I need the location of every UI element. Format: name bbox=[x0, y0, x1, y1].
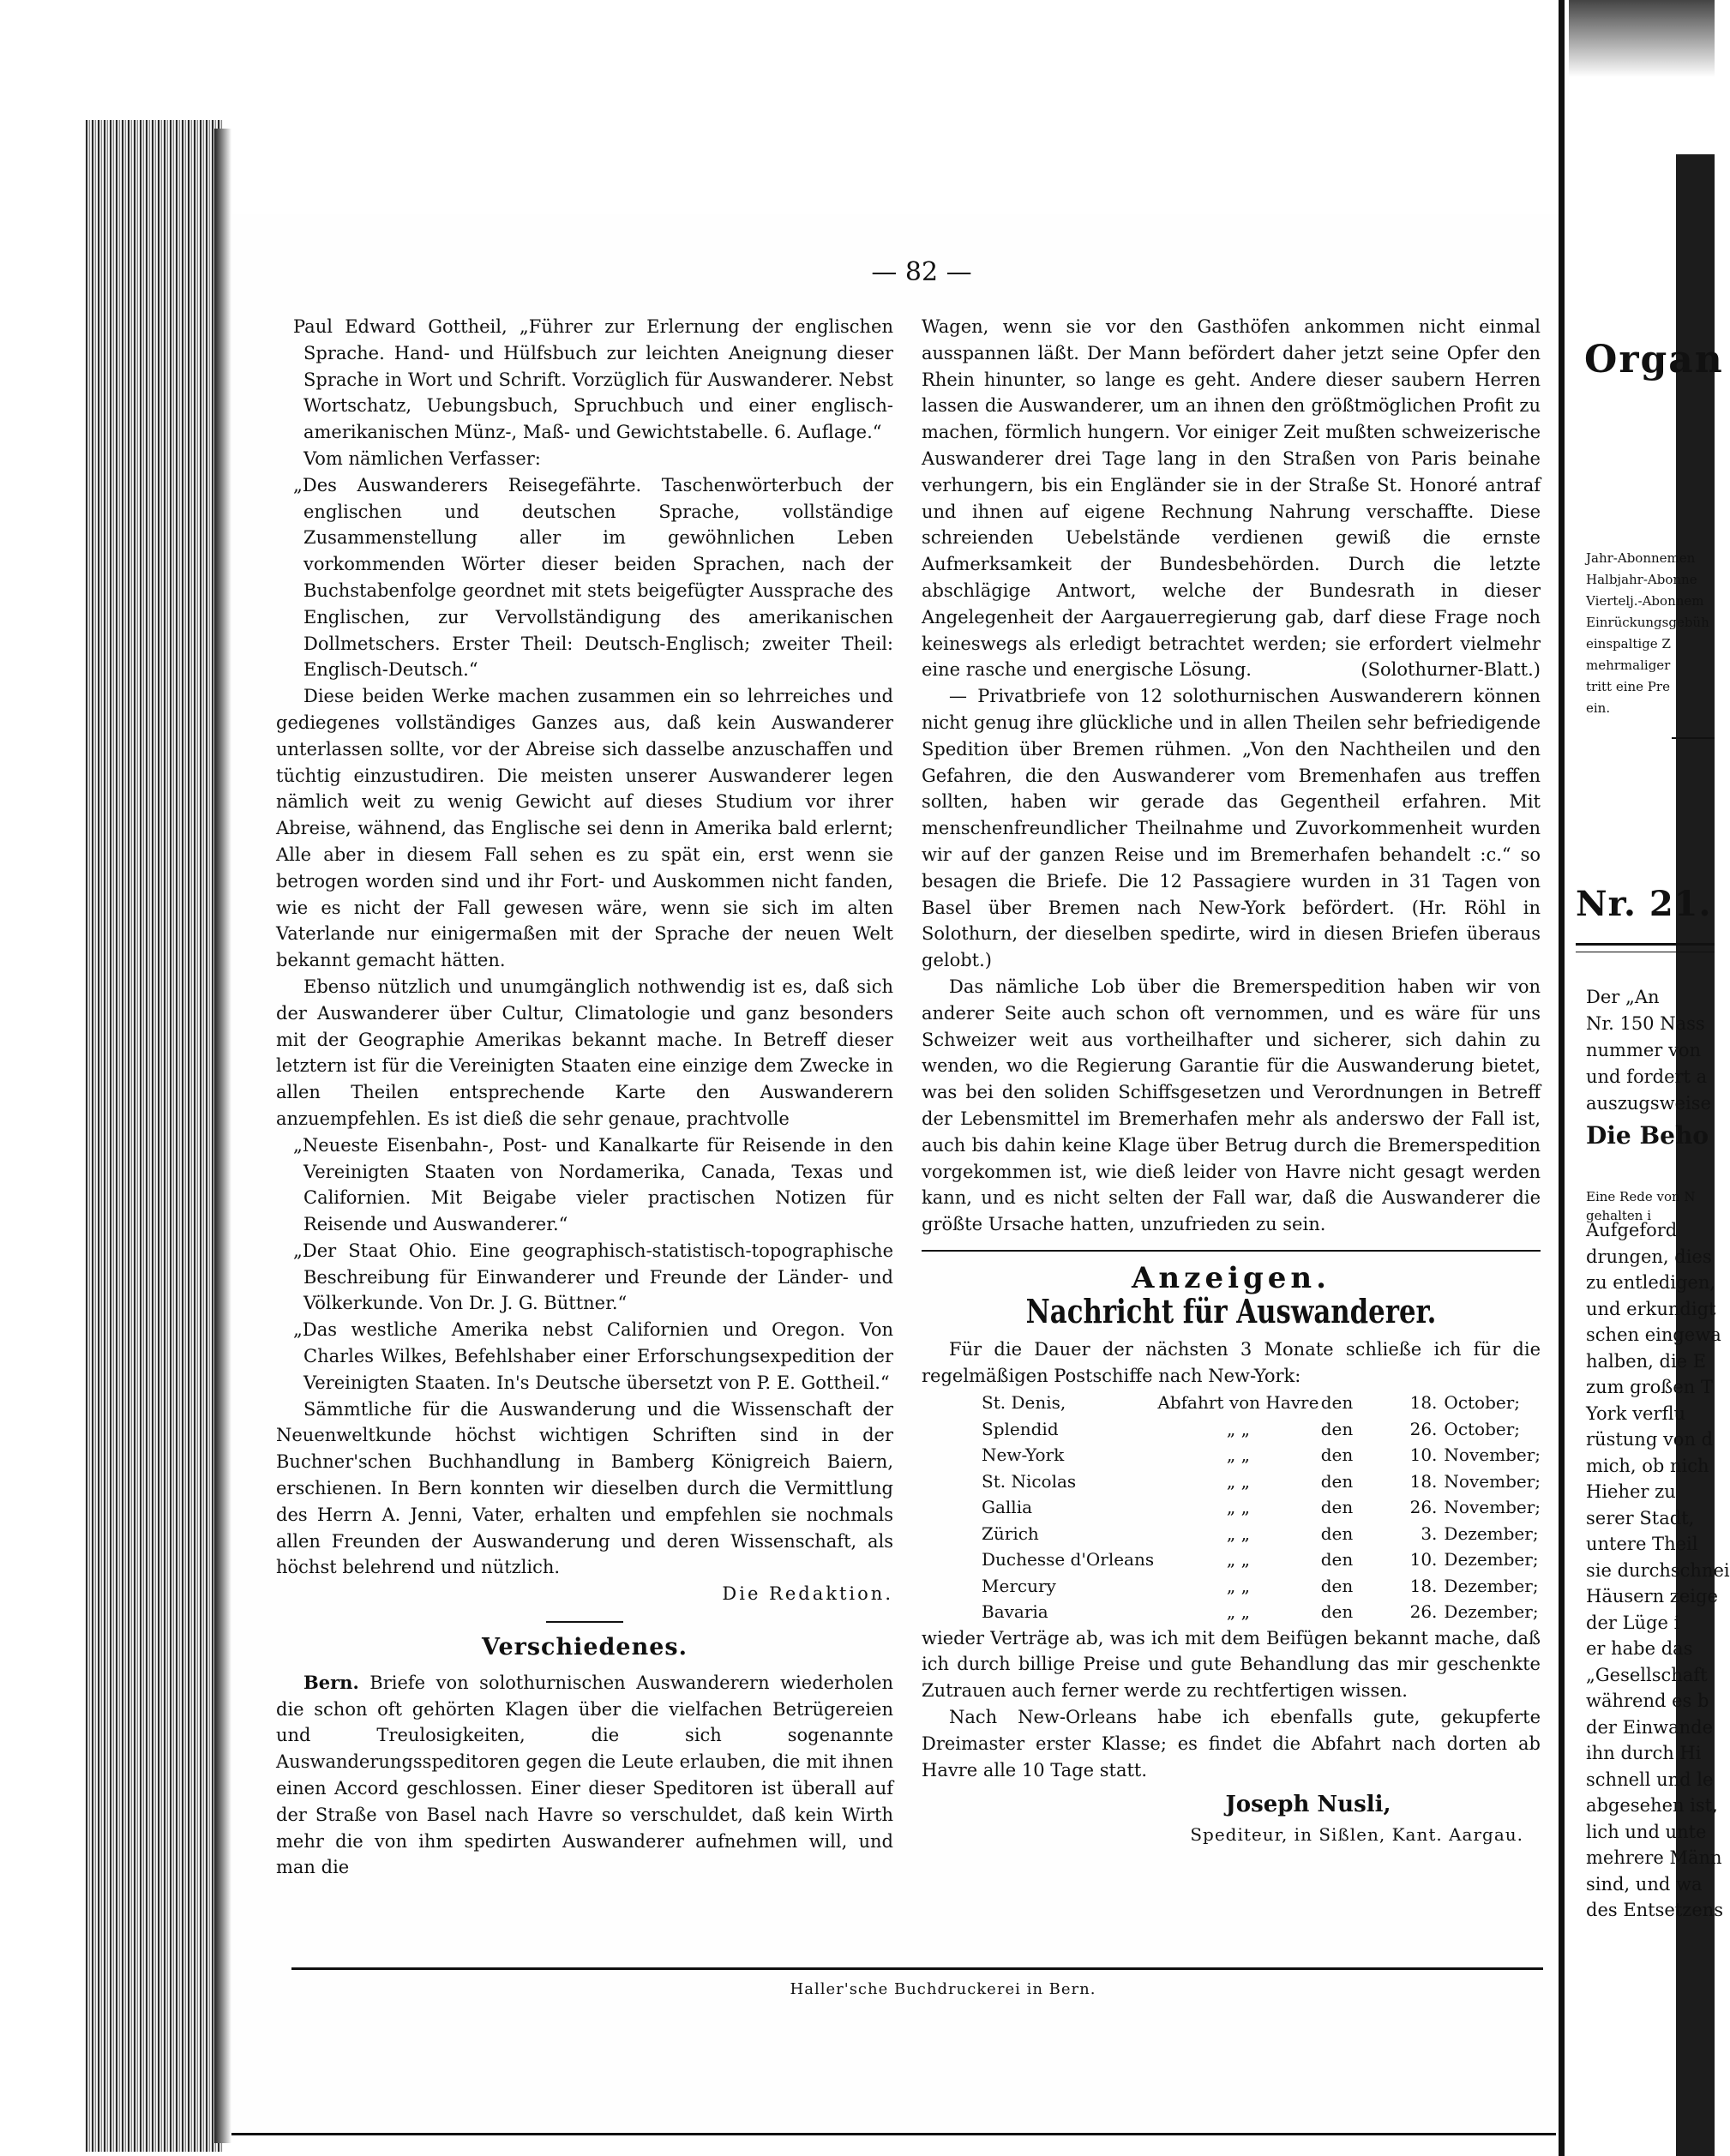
next-page-line: York verflu bbox=[1586, 1402, 1685, 1424]
departure-day: 18. bbox=[1409, 1392, 1438, 1414]
paragraph-works: Diese beiden Werke machen zusammen ein so lehrreiches und gediegenes vollständiges Ganzes aus, daß kein Auswanderer unterlassen sollte, vor der Abreise sich dasselbe anzuschaffen und tüchtig einzustudiren. Die meisten unserer Auswanderer legen nämlich weit zu wenig Gewicht auf dieses Studium vor ihrer Abreise, wähnend, das Englische sei denn in Amerika bald erlernt; Alle aber in diesem Fall sehen es zu spät ein, erst wenn sie betrogen worden sind und ihr Fort- und Auskommen nicht fanden, wie es nicht der Fall gewesen wäre, wenn sie sich im alten Vaterlande nur einigermaßen mit der Sprache der neuen Welt bekannt gemacht hätten. bbox=[276, 686, 893, 971]
next-page-line: zum großen T bbox=[1586, 1377, 1713, 1397]
paragraph-buchner: Sämmtliche für die Auswanderung und die Wissenschaft der Neuenweltkunde höchst wichtigen Schriften sind in der Buchner'schen Buchhandlung in Bamberg Königreich Baiern, erschienen. In Bern konnten wir dieselben durch die Vermittlung des Herrn A. Jenni, Vater, erhalten und empfehlen sie nochmals allen Freunden der Auswanderung und deren Wissenschaft, als höchst belehrend und nützlich. bbox=[276, 1398, 893, 1578]
next-page-line: Der „An bbox=[1586, 987, 1660, 1007]
ship-name: Duchesse d'Orleans bbox=[982, 1549, 1155, 1570]
departure-month: Dezember; bbox=[1444, 1549, 1539, 1570]
book-entry-ohio: „Der Staat Ohio. Eine geographisch-statistisch-topographische Beschreibung für Einwanderer und Freunde der Länder- und Völkerkunde. Von Dr. J. G. Büttner.“ bbox=[293, 1240, 893, 1314]
next-page-line: sie durchschnei bbox=[1586, 1559, 1730, 1581]
departure: „ „ bbox=[1226, 1522, 1250, 1544]
paragraph-bern bbox=[276, 1670, 893, 1881]
notice-title: Nachricht für Auswanderer. bbox=[1025, 1291, 1437, 1330]
ship-row bbox=[922, 1599, 1541, 1625]
masthead-rule bbox=[1672, 737, 1715, 739]
gutter-shadow bbox=[214, 129, 231, 2143]
page-bottom-rule bbox=[231, 2133, 1556, 2135]
ship-name: Bavaria bbox=[982, 1601, 1048, 1623]
next-page-line: Aufgeford bbox=[1586, 1220, 1678, 1240]
next-page-line: nummer von bbox=[1586, 1040, 1702, 1060]
ship-row bbox=[922, 1494, 1541, 1521]
den-label: den bbox=[1320, 1601, 1354, 1623]
den-label: den bbox=[1320, 1392, 1354, 1414]
next-page-subheading-line: gehalten i bbox=[1586, 1208, 1652, 1223]
page-fold-line bbox=[1559, 0, 1565, 2156]
departure: „ „ bbox=[1226, 1418, 1250, 1439]
next-page-line: sind, und wa bbox=[1586, 1873, 1703, 1895]
next-page-top-shadow bbox=[1569, 0, 1715, 77]
right-column bbox=[922, 314, 1541, 1848]
next-page-line: halben, die E bbox=[1586, 1350, 1707, 1372]
next-page-line: während es b bbox=[1586, 1691, 1709, 1711]
paragraph-bremerspedition: Das nämliche Lob über die Bremerspedition haben wir von anderer Seite auch schon oft vernommen, und es wäre für uns Schweizer weit aus vortheilhafter und sicherer, sich dahin zu wenden, wo die Regierung Garantie für die Auswanderung bietet, was bei den soliden Schiffsgesetzen und Verordnungen in Betreff der Lebensmittel im Bremerhafen mehr als anderswo der Fall ist, auch bis dahin keine Klage über Betrug durch die Bremerspedition vorgekommen ist, wie dieß leider von Havre nicht gesagt werden kann, und es nicht selten der Fall war, daß die Auswanderer die größte Ursache hatten, unzufrieden zu sein. bbox=[922, 976, 1541, 1235]
ship-name: Gallia bbox=[982, 1497, 1033, 1518]
den-label: den bbox=[1320, 1549, 1354, 1570]
notice-intro: Für die Dauer der nächsten 3 Monate schließe ich für die regelmäßigen Postschiffe nach New-York: bbox=[922, 1339, 1541, 1387]
den-label: den bbox=[1320, 1444, 1354, 1466]
departure: „ „ bbox=[1226, 1470, 1250, 1492]
den-label: den bbox=[1320, 1418, 1354, 1439]
book-entry-wilkes: „Das westliche Amerika nebst Californien und Oregon. Von Charles Wilkes, Befehlshaber einer Erforschungsexpedition der Vereinigten Staaten. In's Deutsche übersetzt von P. E. Gottheil.“ bbox=[293, 1319, 893, 1393]
left-column bbox=[276, 314, 893, 1881]
book-entry-reisegefaehrte: „Des Auswanderers Reisegefährte. Taschenwörterbuch der englischen und deutschen Sprache, vollständige Zusammenstellung aller im gewöhnlichen Leben vorkommenden Wörter dieser beiden Sprachen, nach der Buchstabenfolge geordnet mit stets beigefügter Aussprache des Englischen, zur Vervollständigung des amerikanischen Dollmetschers. Erster Theil: Deutsch-Englisch; zweiter Theil: Englisch-Deutsch.“ bbox=[293, 474, 893, 681]
next-page-line: auszugsweise bbox=[1586, 1093, 1711, 1114]
ads-divider bbox=[922, 1250, 1541, 1252]
next-page-line: rüstung von d bbox=[1586, 1429, 1714, 1450]
departure-month: October; bbox=[1444, 1418, 1521, 1439]
next-page-line: Nr. 150 Nass bbox=[1586, 1013, 1705, 1034]
subscription-line: Einrückungsgebüh bbox=[1586, 615, 1709, 630]
ship-name: Splendid bbox=[982, 1418, 1059, 1439]
ads-title: Anzeigen. bbox=[1132, 1260, 1331, 1295]
ship-row bbox=[922, 1521, 1541, 1547]
firm-address: Spediteur, in Sißlen, Kant. Aargau. bbox=[1190, 1824, 1523, 1846]
next-page-line: „Gesellschaft bbox=[1586, 1664, 1708, 1685]
page-number: — 82 — bbox=[871, 257, 972, 287]
departure-month: Dezember; bbox=[1444, 1575, 1539, 1596]
next-page-line: des Entsetzens bbox=[1586, 1900, 1724, 1920]
next-page-line: Häusern zeige bbox=[1586, 1586, 1718, 1606]
departure-month: Dezember; bbox=[1444, 1601, 1539, 1623]
next-page-line: abgesehen ist, bbox=[1586, 1795, 1718, 1816]
departure-day: 26. bbox=[1409, 1497, 1438, 1518]
next-page-line: und fordert a bbox=[1586, 1066, 1708, 1087]
printer-imprint: Haller'sche Buchdruckerei in Bern. bbox=[790, 1980, 1096, 1998]
next-page-line: und erkundigt bbox=[1586, 1298, 1716, 1319]
ship-name: New-York bbox=[982, 1444, 1065, 1466]
next-page-line: er habe das bbox=[1586, 1638, 1693, 1659]
paragraph-wagen-text: Wagen, wenn sie vor den Gasthöfen ankommen nicht einmal ausspannen läßt. Der Mann befördert daher jetzt seine Opfer den Rhein hinunter, so lange es geht. Andere dieser saubern Herren lassen die Auswanderer, um an ihnen den größtmöglichen Profit zu machen, förmlich hungern. Vor einiger Zeit mußten schweizerische Auswanderer drei Tage lang in den Straßen von Paris beinahe verhungern, bis ein Engländer sie in der Straße St. Honoré antraf und ihnen auf eigene Rechnung Nahrung verschaffte. Diese schreienden Uebelstände verdienen gewiß die ernste Aufmerksamkeit der Bundesbehörden. Durch die letzte abschlägige Antwort, welche der Bundesrath in dieser Angelegenheit der Aargauerregierung gab, darf diese Frage noch keineswegs als erledigt betrachtet werden; sie erfordert vielmehr eine rasche und energische Lösung. bbox=[922, 316, 1541, 681]
subscription-line: ein. bbox=[1586, 700, 1611, 716]
ship-name: Mercury bbox=[982, 1575, 1056, 1596]
den-label: den bbox=[1320, 1497, 1354, 1518]
departure-day: 3. bbox=[1421, 1522, 1438, 1544]
issue-rule bbox=[1576, 943, 1715, 946]
ship-row bbox=[922, 1442, 1541, 1468]
departure-month: November; bbox=[1444, 1470, 1541, 1492]
ship-schedule bbox=[922, 1390, 1541, 1625]
ship-row bbox=[922, 1546, 1541, 1573]
departure-month: October; bbox=[1444, 1392, 1521, 1414]
issue-number: Nr. 21. bbox=[1576, 884, 1712, 924]
departure-day: 26. bbox=[1409, 1418, 1438, 1439]
den-label: den bbox=[1320, 1522, 1354, 1544]
notice-body: wieder Verträge ab, was ich mit dem Beifügen bekannt mache, daß ich durch billige Preise und gute Behandlung das mir geschenkte Zutrauen auch ferner werde zu rechtfertigen wissen. bbox=[922, 1627, 1541, 1702]
ship-row bbox=[922, 1573, 1541, 1600]
departure: „ „ bbox=[1226, 1497, 1250, 1518]
ship-name: St. Nicolas bbox=[982, 1470, 1077, 1492]
next-page-line: mich, ob nich bbox=[1586, 1455, 1709, 1476]
subscription-line: Viertelj.-Abonnem bbox=[1586, 593, 1704, 609]
ship-row bbox=[922, 1416, 1541, 1443]
section-divider bbox=[546, 1621, 623, 1623]
next-page-subheading-line: Eine Rede von N bbox=[1586, 1189, 1696, 1204]
next-page-line: Hieher zu bbox=[1586, 1481, 1676, 1502]
book-entry-karte: „Neueste Eisenbahn-, Post- und Kanalkarte für Reisende in den Vereinigten Staaten von Nordamerika, Canada, Texas und Californien. Mit Beigabe vieler practischen Notizen für Reisende und Auswanderer.“ bbox=[293, 1134, 893, 1235]
bern-label: Bern. bbox=[303, 1671, 359, 1693]
paragraph-wagen bbox=[922, 314, 1541, 683]
departure-month: November; bbox=[1444, 1444, 1541, 1466]
next-page-line: schen eingewa bbox=[1586, 1324, 1721, 1345]
departure-day: 18. bbox=[1409, 1575, 1438, 1596]
subscription-line: Halbjahr-Abonne bbox=[1586, 572, 1697, 587]
next-page-line: mehrere Männ bbox=[1586, 1847, 1722, 1868]
book-entry-gottheil: Paul Edward Gottheil, „Führer zur Erlernung der englischen Sprache. Hand- und Hülfsbuch zur leichten Aneignung dieser Sprache in Wort und Schrift. Vorzüglich für Auswanderer. Nebst Wortschatz, Uebungsbuch, Spruchbuch und einer englisch-amerikanischen Münz-, Maß- und Gewichtstabelle. 6. Auflage.“ bbox=[293, 316, 893, 443]
ship-name: Zürich bbox=[982, 1522, 1039, 1544]
next-page-line: serer Stadt, bbox=[1586, 1507, 1695, 1528]
next-page-line: ihn durch Hi bbox=[1586, 1743, 1702, 1763]
firm-name: Joseph Nusli, bbox=[1225, 1792, 1391, 1818]
subscription-line: mehrmaliger bbox=[1586, 658, 1671, 673]
next-page-line: untere Theil bbox=[1586, 1534, 1698, 1554]
ship-row bbox=[922, 1390, 1541, 1416]
redaktion-signature: Die Redaktion. bbox=[722, 1583, 893, 1605]
departure-day: 10. bbox=[1409, 1444, 1438, 1466]
departure: „ „ bbox=[1226, 1575, 1250, 1596]
departure-month: November; bbox=[1444, 1497, 1541, 1518]
footer-rule bbox=[291, 1967, 1543, 1970]
paragraph-geography: Ebenso nützlich und unumgänglich nothwendig ist es, daß sich der Auswanderer über Cultur, Climatologie und ganz besonders mit der Geographie Amerikas bekannt mache. In Betreff dieser letztern ist für die Vereinigten Staaten eine einzige dem Zwecke in allen Theilen entsprechende Karte den Auswanderern anzuempfehlen. Es ist dieß die sehr genaue, prachtvolle bbox=[276, 976, 893, 1129]
subscription-line: einspaltige Z bbox=[1586, 636, 1671, 652]
departure-month: Dezember; bbox=[1444, 1522, 1539, 1544]
departure-day: 26. bbox=[1409, 1601, 1438, 1623]
subscription-line: Jahr-Abonnemen bbox=[1586, 550, 1696, 566]
subscription-line: tritt eine Pre bbox=[1586, 679, 1670, 694]
paragraph-privatbriefe: — Privatbriefe von 12 solothurnischen Auswanderern können nicht genug ihre glückliche und in allen Theilen sehr befriedigende Spedition über Bremen rühmen. „Von den Nachtheilen und den Gefahren, die den Auswanderer vom Bremenhafen aus treffen sollten, haben wir gerade das Gegentheil erfahren. Mit menschenfreundlicher Theilnahme und Zuvorkommenheit wurden wir auf der ganzen Reise und im Bremerhafen behandelt :c.“ so besagen die Briefe. Die 12 Passagiere wurden in 31 Tagen von Basel über Bremen nach New-York befördert. (Hr. Röhl in Solothurn, der dieselben spedirte, wird in diesen Briefen überaus gelobt.) bbox=[922, 686, 1541, 971]
section-title-verschiedenes: Verschiedenes. bbox=[481, 1634, 688, 1661]
next-page-line: drungen, dies bbox=[1586, 1246, 1712, 1267]
next-page-line: der Einwande bbox=[1586, 1716, 1714, 1738]
ship-name: St. Denis, bbox=[982, 1392, 1066, 1414]
notice-body-new-orleans: Nach New-Orleans habe ich ebenfalls gute, gekupferte Dreimaster erster Klasse; es findet die Abfahrt nach dorten ab Havre alle 10 Tage statt. bbox=[922, 1706, 1541, 1781]
departure: „ „ bbox=[1226, 1444, 1250, 1466]
den-label: den bbox=[1320, 1470, 1354, 1492]
departure: „ „ bbox=[1226, 1549, 1250, 1570]
next-page-line: zu entledigen, bbox=[1586, 1272, 1716, 1293]
departure: „ „ bbox=[1226, 1601, 1250, 1623]
masthead-organ: Organ bbox=[1584, 338, 1724, 381]
departure: Abfahrt von Havre bbox=[1157, 1392, 1319, 1414]
ship-row bbox=[922, 1468, 1541, 1495]
next-page-line: der Lüge i bbox=[1586, 1612, 1680, 1633]
bern-text: Briefe von solothurnischen Auswanderern wiederholen die schon oft gehörten Klagen über die vielfachen Betrügereien und Treulosigkeiten, die sich sogenannte Auswanderungsspeditoren gegen die Leute erlauben, die mit ihnen einen Accord geschlossen. Einer dieser Speditoren ist überall auf der Straße von Basel nach Havre so verschuldet, daß kein Wirth mehr die von ihm spedirten Auswanderer aufnehmen will, und man die bbox=[276, 1672, 893, 1878]
same-author-line: Vom nämlichen Verfasser: bbox=[303, 447, 541, 469]
next-page-heading: Die Beho bbox=[1586, 1121, 1709, 1150]
departure-day: 10. bbox=[1409, 1549, 1438, 1570]
next-page-line: lich und unte bbox=[1586, 1821, 1707, 1842]
source-solothurner: (Solothurner-Blatt.) bbox=[1361, 659, 1541, 681]
next-page-line: schnell und le bbox=[1586, 1769, 1714, 1790]
den-label: den bbox=[1320, 1575, 1354, 1596]
departure-day: 18. bbox=[1409, 1470, 1438, 1492]
book-page-edges bbox=[86, 120, 223, 2152]
